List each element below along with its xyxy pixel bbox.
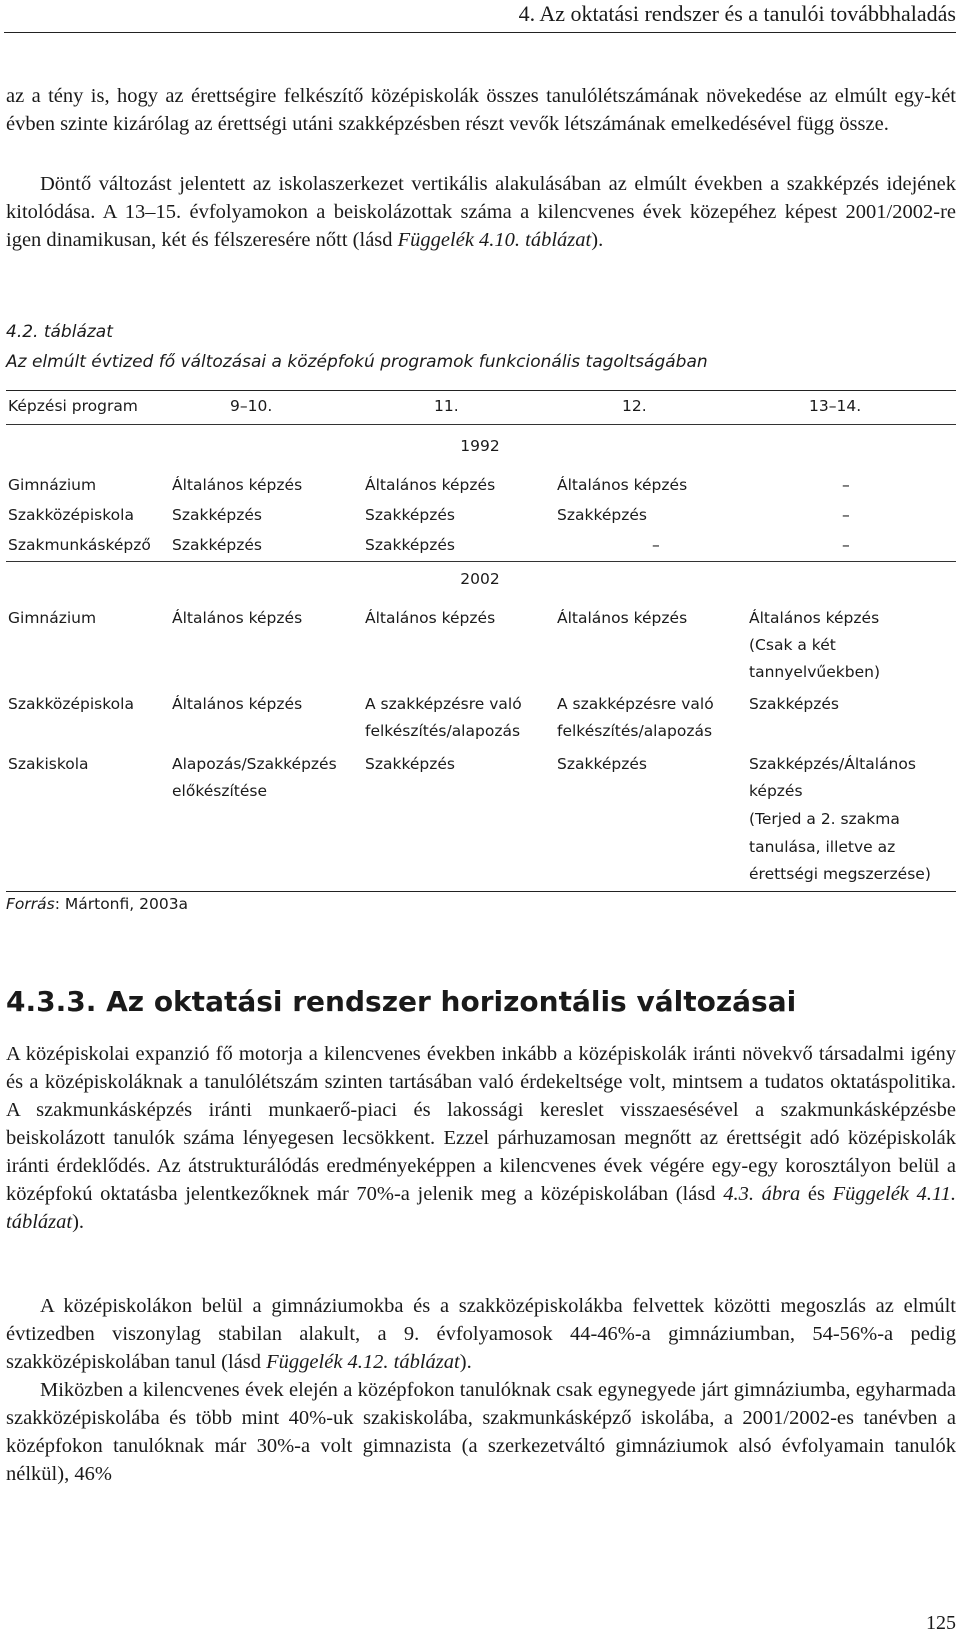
table-row-2002-program: Szakközépiskola	[8, 695, 134, 713]
table-cell: Általános képzés	[749, 609, 880, 627]
sec-p2-text: A középiskolákon belül a gimnáziumokba és a szakközépiskolákba felvettek közötti megoszlás az elmúlt évtizedben viszonylag stabilan alakult, a 9. évfolyamosok 44-46%-a gimnáziumban, 54-56%-a pedig szakközépiskolában tanul (lásd	[6, 1295, 956, 1373]
table-cell: Általános képzés	[365, 476, 496, 494]
source-label: Forrás	[6, 895, 55, 913]
table-cell: Szakképzés/Általános	[749, 755, 916, 773]
table-cell: tannyelvűekben)	[749, 663, 880, 681]
section-paragraph-2	[6, 1292, 956, 1376]
header-rule	[6, 424, 956, 425]
table-cell: –	[842, 476, 850, 494]
table-cell: A szakképzésre való	[365, 695, 522, 713]
table-cell: tanulása, illetve az	[749, 838, 896, 856]
intro-paragraph-1: az a tény is, hogy az érettségire felkészítő középiskolák összes tanulólétszámának növekedése az elmúlt egy-két évben szinte kizárólag az érettségi utáni szakképzésben részt vevők létszámának emelkedésével függ össze.	[6, 85, 956, 135]
intro-p2-text: Döntő változást jelentett az iskolaszerkezet vertikális alakulásában az elmúlt években a szakképzés idejének kitolódása. A 13–15. évfolyamokon a beiskolázottak száma a kilencvenes évek közepéhez képest 2001/2002-re igen dinamikusan, két és félszeresére nőtt (lásd	[6, 173, 956, 251]
table-bottom-rule	[6, 891, 956, 892]
running-head: 4. Az oktatási rendszer és a tanulói továbbhaladás	[518, 1, 956, 26]
intro-paragraph-2	[6, 170, 956, 254]
table-cell: A szakképzésre való	[557, 695, 714, 713]
table-row-1992-program: Gimnázium	[8, 476, 97, 494]
table-cell: Szakképzés	[557, 506, 647, 524]
intro-p2-end: ).	[591, 229, 604, 251]
table-row-1992-program: Szakközépiskola	[8, 506, 134, 524]
table-cell: Általános képzés	[172, 476, 303, 494]
header-program: Képzési program	[8, 397, 138, 415]
table-cell: Szakképzés	[172, 536, 262, 554]
sec-p1-text: A középiskolai expanzió fő motorja a kilencvenes években inkább a középiskolák iránti növekvő társadalmi igény és a középiskoláknak a tanulólétszám szinten tartásában való érdekeltsége volt, mintsem a tudatos oktatáspolitika. A szakmunkásképzés iránti munkaerő-piaci és lakossági kereslet visszaesésével a szakmunkásképzésbe beiskolázott tanulók száma lényegesen lecsökkent. Ezzel párhuzamosan megnőtt az érettségit adó középiskolák iránti érdeklődés. Az átstrukturálódás eredményeképpen a kilencvenes évek végére egy-egy korosztályon belül a középfokú oktatásba jelentkezőknek már 70%-a jelenik meg a középiskolában (lásd	[6, 1043, 956, 1205]
header-rule	[4, 32, 956, 33]
intro-p2-ref: Függelék 4.10. táblázat	[397, 229, 592, 251]
table-cell: –	[842, 506, 850, 524]
table-top-rule	[6, 390, 956, 391]
year-1992-label: 1992	[460, 437, 500, 455]
table-cell: Szakképzés	[749, 695, 839, 713]
table-cell: felkészítés/alapozás	[557, 722, 713, 740]
table-cell: előkészítése	[172, 782, 268, 800]
table-cell: felkészítés/alapozás	[365, 722, 521, 740]
table-row-2002-program: Gimnázium	[8, 609, 97, 627]
table-cell: Általános képzés	[172, 609, 303, 627]
table-row-1992-program: Szakmunkásképző	[8, 536, 151, 554]
sec-p1-ref1: 4.3. ábra	[723, 1183, 801, 1205]
table-cell: érettségi megszerzése)	[749, 865, 931, 883]
section-paragraph-1	[6, 1040, 956, 1236]
table-source	[6, 895, 188, 913]
header-grade-11: 11.	[434, 397, 459, 415]
table-title: Az elmúlt évtized fő változásai a középfokú programok funkcionális tagoltságában	[6, 352, 708, 372]
sec-p1-end: ).	[72, 1211, 85, 1233]
section-paragraph-3: Miközben a kilencvenes évek elején a középfokon tanulóknak csak egynegyede járt gimnáziumba, egyharmada szakközépiskolába és több mint 40%-uk szakiskolába, szakmunkásképző iskolába, a 2001/2002-es tanévben a középfokon tanulóknak már 30%-a volt gimnazista (a szerkezetváltó gimnáziumok alsó évfolyamain tanulók nélkül), 46%	[6, 1379, 956, 1485]
sec-p2-end: ).	[459, 1351, 472, 1373]
page-number: 125	[926, 1612, 956, 1634]
section-heading: 4.3.3. Az oktatási rendszer horizontális változásai	[6, 985, 797, 1018]
header-grade-12: 12.	[622, 397, 647, 415]
table-cell: –	[842, 536, 850, 554]
table-cell: (Terjed a 2. szakma	[749, 810, 900, 828]
table-cell: képzés	[749, 782, 803, 800]
year-2002-label: 2002	[460, 570, 500, 588]
table-cell: Általános képzés	[172, 695, 303, 713]
section-rule	[6, 561, 956, 562]
header-grade-13-14: 13–14.	[809, 397, 862, 415]
table-cell: Szakképzés	[365, 506, 455, 524]
table-cell: Általános képzés	[557, 476, 688, 494]
table-cell: Szakképzés	[365, 755, 455, 773]
sec-p1-ref2: Függelék 4.11. táblázat	[6, 1183, 956, 1233]
table-cell: Alapozás/Szakképzés	[172, 755, 337, 773]
sec-p1-mid: és	[800, 1183, 833, 1205]
table-cell: Általános képzés	[365, 609, 496, 627]
table-cell: –	[652, 536, 660, 554]
header-grade-9-10: 9–10.	[230, 397, 273, 415]
table-cell: Általános képzés	[557, 609, 688, 627]
table-cell: Szakképzés	[172, 506, 262, 524]
table-cell: Szakképzés	[365, 536, 455, 554]
table-cell: (Csak a két	[749, 636, 836, 654]
table-number: 4.2. táblázat	[6, 322, 113, 342]
table-row-2002-program: Szakiskola	[8, 755, 89, 773]
table-cell: Szakképzés	[557, 755, 647, 773]
sec-p2-ref: Függelék 4.12. táblázat	[266, 1351, 460, 1373]
source-text: : Mártonfi, 2003a	[54, 895, 189, 913]
